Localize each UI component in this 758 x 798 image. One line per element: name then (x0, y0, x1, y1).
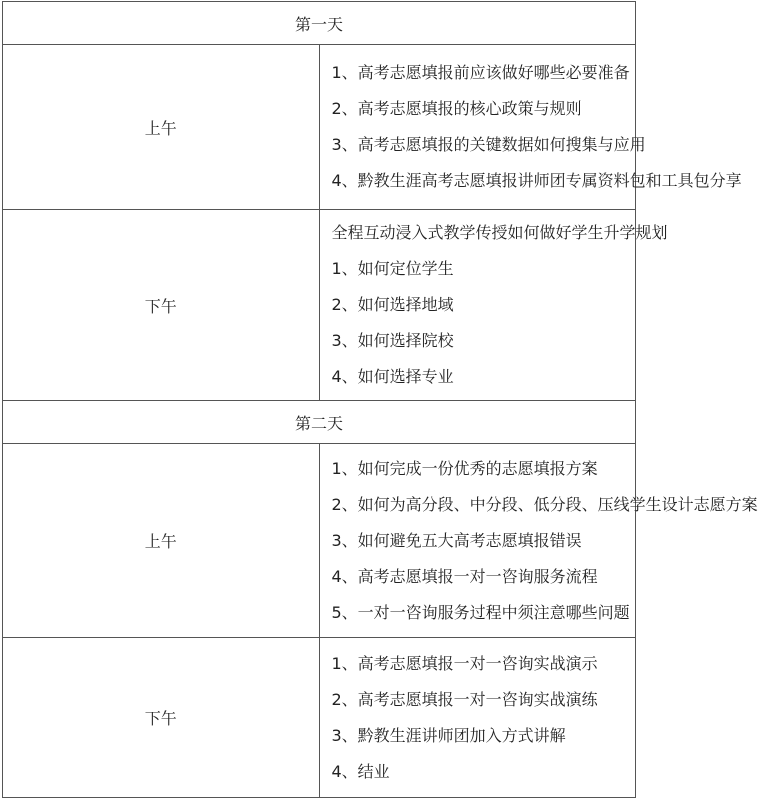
day-title: 第二天 (3, 401, 636, 444)
agenda-item: 3、如何选择院校 (331, 331, 454, 350)
agenda-item: 4、如何选择专业 (331, 367, 454, 386)
session-content (319, 638, 636, 798)
agenda-item: 5、一对一咨询服务过程中须注意哪些问题 (331, 602, 630, 622)
agenda-item: 4、高考志愿填报一对一咨询服务流程 (331, 566, 598, 586)
session-period: 下午 (3, 638, 320, 798)
session-period: 下午 (3, 210, 320, 401)
session-content (319, 45, 742, 210)
agenda-item: 1、高考志愿填报前应该做好哪些必要准备 (331, 63, 630, 82)
day-header-row (3, 401, 636, 444)
session-row (3, 210, 636, 401)
agenda-item: 2、如何为高分段、中分段、低分段、压线学生设计志愿方案 (331, 494, 758, 514)
agenda-item: 1、如何完成一份优秀的志愿填报方案 (331, 458, 598, 478)
session-period: 上午 (3, 45, 320, 210)
agenda-item: 1、如何定位学生 (331, 259, 454, 278)
session-intro: 全程互动浸入式教学传授如何做好学生升学规划 (331, 223, 668, 242)
agenda-item: 1、高考志愿填报一对一咨询实战演示 (331, 653, 598, 673)
agenda-item: 3、高考志愿填报的关键数据如何搜集与应用 (331, 135, 646, 154)
session-row (3, 444, 636, 638)
day-header-row (3, 2, 636, 45)
schedule-table (2, 1, 758, 798)
agenda-item: 4、结业 (331, 761, 390, 781)
session-row (3, 45, 636, 210)
agenda-item: 2、高考志愿填报一对一咨询实战演练 (331, 689, 598, 709)
agenda-item: 2、高考志愿填报的核心政策与规则 (331, 99, 582, 118)
session-content (319, 210, 668, 401)
session-row (3, 638, 636, 798)
agenda-item: 3、黔教生涯讲师团加入方式讲解 (331, 725, 566, 745)
session-period: 上午 (3, 444, 320, 638)
agenda-item: 4、黔教生涯高考志愿填报讲师团专属资料包和工具包分享 (331, 171, 742, 190)
session-content (319, 444, 758, 638)
agenda-item: 3、如何避免五大高考志愿填报错误 (331, 530, 582, 550)
agenda-item: 2、如何选择地域 (331, 295, 454, 314)
day-title: 第一天 (3, 2, 636, 45)
